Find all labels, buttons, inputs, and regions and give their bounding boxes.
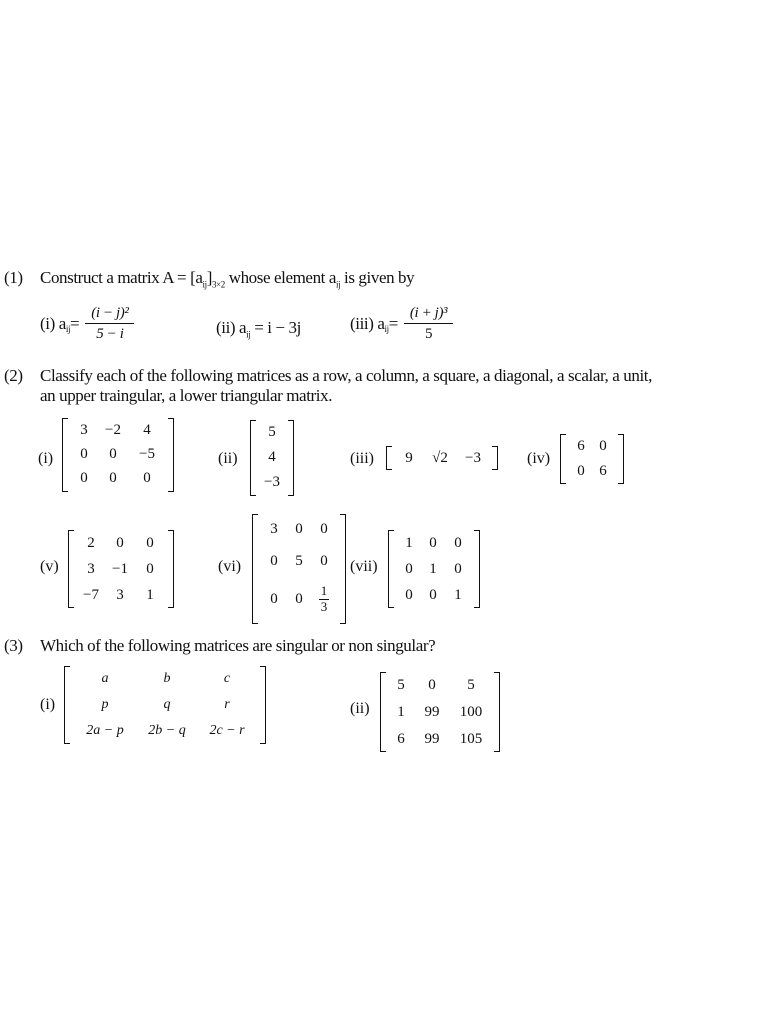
fraction-one-third: 1 3 bbox=[320, 583, 328, 614]
q3-matrix-i: a b c p q r 2a − p 2b − q 2c − r bbox=[64, 666, 266, 744]
q3-text: Which of the following matrices are singular or non singular? bbox=[40, 636, 436, 655]
q2-number: (2) bbox=[4, 366, 23, 385]
q2-label-vi: (vi) bbox=[218, 558, 242, 575]
q2-matrix-v: 2 0 0 3 −1 0 −7 3 1 bbox=[68, 530, 174, 608]
q1-part-ii: (ii) $a_{ij} = i - 3j$ bbox=[216, 318, 301, 340]
q2-matrix-iii: 9 √2 −3 bbox=[386, 446, 498, 470]
q2-matrix-vii: 1 0 0 0 1 0 0 0 1 bbox=[388, 530, 480, 608]
q2-label-i: (i) bbox=[38, 450, 54, 467]
q1-text: Construct a matrix $A = [a_{ij}]_{3\times 2}$ whose element $a_{ij}$ is given by bbox=[40, 268, 415, 290]
q2-matrix-iv: 6 0 0 6 bbox=[560, 434, 624, 484]
q1-number: (1) bbox=[4, 268, 23, 287]
q2-matrix-i: 3 −2 4 0 0 −5 0 0 0 bbox=[62, 418, 174, 492]
q2-label-ii: (ii) bbox=[218, 450, 238, 467]
q2-label-v: (v) bbox=[40, 558, 59, 575]
q2-label-iv: (iv) bbox=[527, 450, 551, 467]
q3-label-ii: (ii) bbox=[350, 700, 370, 717]
q3-label-i: (i) bbox=[40, 696, 56, 713]
q3-matrix-ii: 5 0 5 1 99 100 6 99 105 bbox=[380, 672, 500, 752]
q2-label-vii: (vii) bbox=[350, 558, 378, 575]
q2-text-line1: Classify each of the following matrices as a row, a column, a square, a diagonal, a scalar, a unit, bbox=[40, 366, 652, 385]
q3-number: (3) bbox=[4, 636, 23, 655]
q2-text-line2: an upper traingular, a lower triangular matrix. bbox=[40, 386, 333, 405]
q1-part-i: (i) a $_{ij}$ = $\frac{\text{(i − j)²}}{5 - i}$ bbox=[40, 305, 134, 343]
q2-label-iii: (iii) bbox=[350, 450, 374, 467]
q2-matrix-ii: 5 4 −3 bbox=[250, 420, 294, 496]
q1-part-iii: (iii) a $_{ij}$ = $\frac{\text{(i + j)³}}{5}$ bbox=[350, 305, 453, 343]
q2-matrix-vi: 3 0 0 0 5 0 0 0 1 3 bbox=[252, 514, 346, 624]
